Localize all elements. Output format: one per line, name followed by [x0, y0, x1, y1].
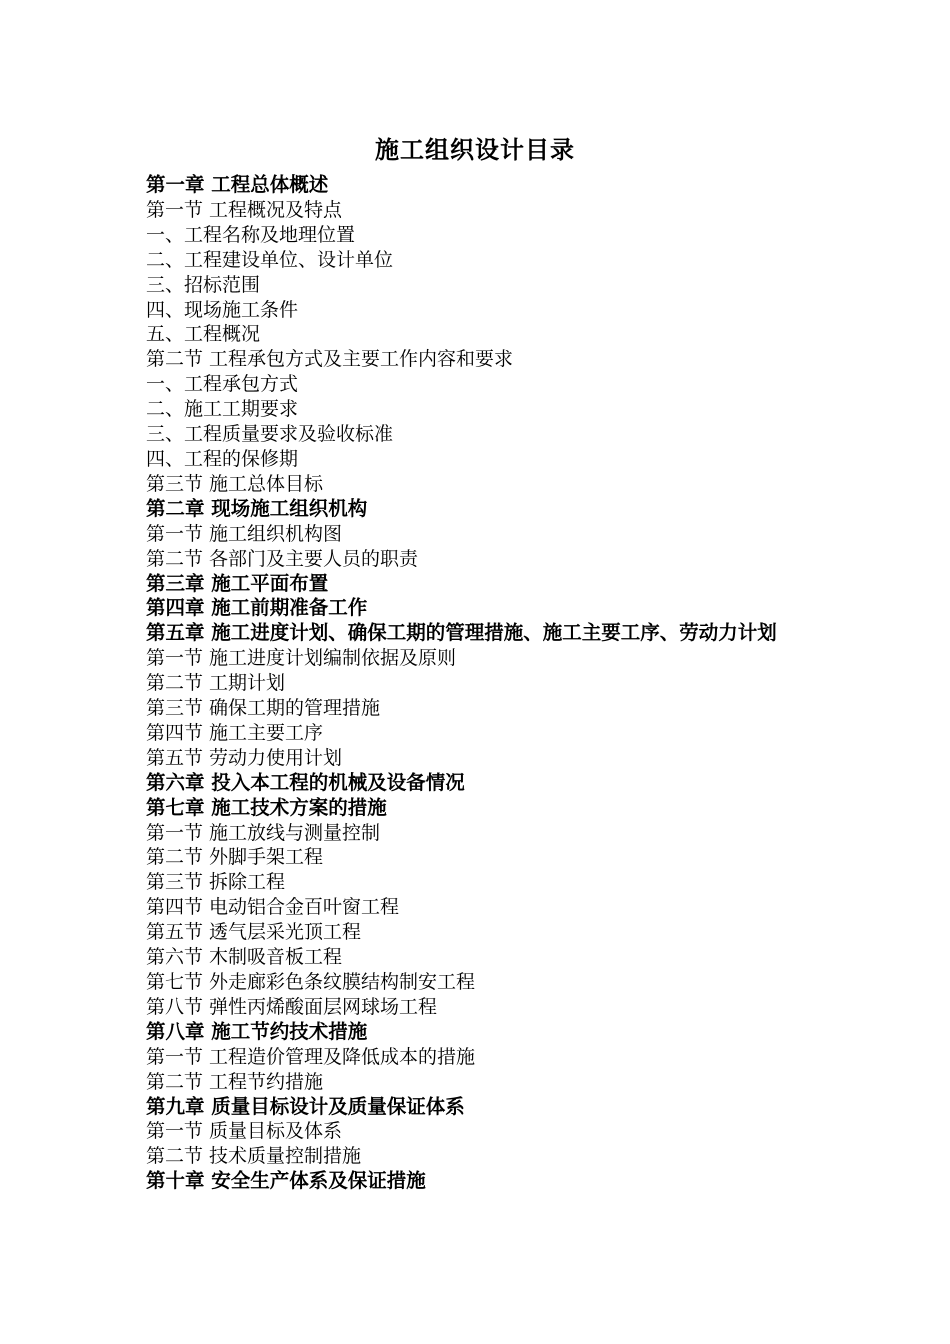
toc-item: 第三节 确保工期的管理措施: [146, 697, 381, 720]
toc-item: 第一节 工程概况及特点: [146, 198, 343, 221]
toc-item: 第二节 各部门及主要人员的职责: [146, 547, 419, 570]
toc-item: 一、工程承包方式: [146, 373, 299, 396]
toc-item: 二、施工工期要求: [146, 398, 299, 421]
page-title: 施工组织设计目录: [375, 135, 575, 164]
toc-chapter: 第五章 施工进度计划、确保工期的管理措施、施工主要工序、劳动力计划: [146, 621, 777, 645]
toc-item: 五、工程概况: [146, 323, 261, 346]
toc-item: 三、工程质量要求及验收标准: [146, 423, 394, 446]
toc-item: 第七节 外走廊彩色条纹膜结构制安工程: [146, 971, 476, 993]
toc-chapter: 第九章 质量目标设计及质量保证体系: [146, 1094, 465, 1118]
toc-item: 第一节 工程造价管理及降低成本的措施: [146, 1045, 476, 1068]
toc-chapter: 第六章 投入本工程的机械及设备情况: [146, 770, 465, 794]
toc-chapter: 第十章 安全生产体系及保证措施: [146, 1169, 426, 1193]
toc-chapter: 第四章 施工前期准备工作: [146, 596, 368, 620]
toc-item: 第二节 技术质量控制措施: [146, 1145, 362, 1168]
toc-chapter: 第三章 施工平面布置: [146, 571, 329, 595]
toc-chapter: 第七章 施工技术方案的措施: [146, 795, 387, 819]
toc-item: 第一节 施工组织机构图: [146, 522, 343, 545]
table-of-contents: [146, 173, 814, 1194]
toc-item: 四、工程的保修期: [146, 447, 299, 470]
toc-item: 第二节 工期计划: [146, 672, 286, 695]
toc-item: 第二节 外脚手架工程: [146, 846, 324, 869]
toc-item: 第八节 弹性丙烯酸面层网球场工程: [146, 995, 438, 1018]
toc-item: 第二节 工程承包方式及主要工作内容和要求: [146, 348, 514, 371]
toc-item: 第一节 施工放线与测量控制: [146, 821, 381, 844]
toc-chapter: 第一章 工程总体概述: [146, 173, 329, 196]
toc-item: 第四节 电动铝合金百叶窗工程: [146, 896, 400, 919]
toc-item: 一、工程名称及地理位置: [146, 223, 356, 246]
toc-item: 第六节 木制吸音板工程: [146, 946, 343, 969]
toc-item: 三、招标范围: [146, 273, 261, 296]
toc-item: 四、现场施工条件: [146, 298, 299, 321]
toc-item: 第三节 施工总体目标: [146, 472, 324, 495]
toc-item: 第二节 工程节约措施: [146, 1070, 324, 1093]
toc-item: 第三节 拆除工程: [146, 871, 286, 894]
toc-item: 二、工程建设单位、设计单位: [146, 248, 394, 271]
toc-item: 第一节 施工进度计划编制依据及原则: [146, 647, 457, 670]
toc-chapter: 第八章 施工节约技术措施: [146, 1019, 368, 1043]
toc-chapter: 第二章 现场施工组织机构: [146, 496, 368, 520]
toc-item: 第四节 施工主要工序: [146, 721, 324, 744]
toc-item: 第五节 劳动力使用计划: [146, 746, 343, 769]
toc-item: 第五节 透气层采光顶工程: [146, 921, 362, 944]
toc-item: 第一节 质量目标及体系: [146, 1120, 343, 1143]
